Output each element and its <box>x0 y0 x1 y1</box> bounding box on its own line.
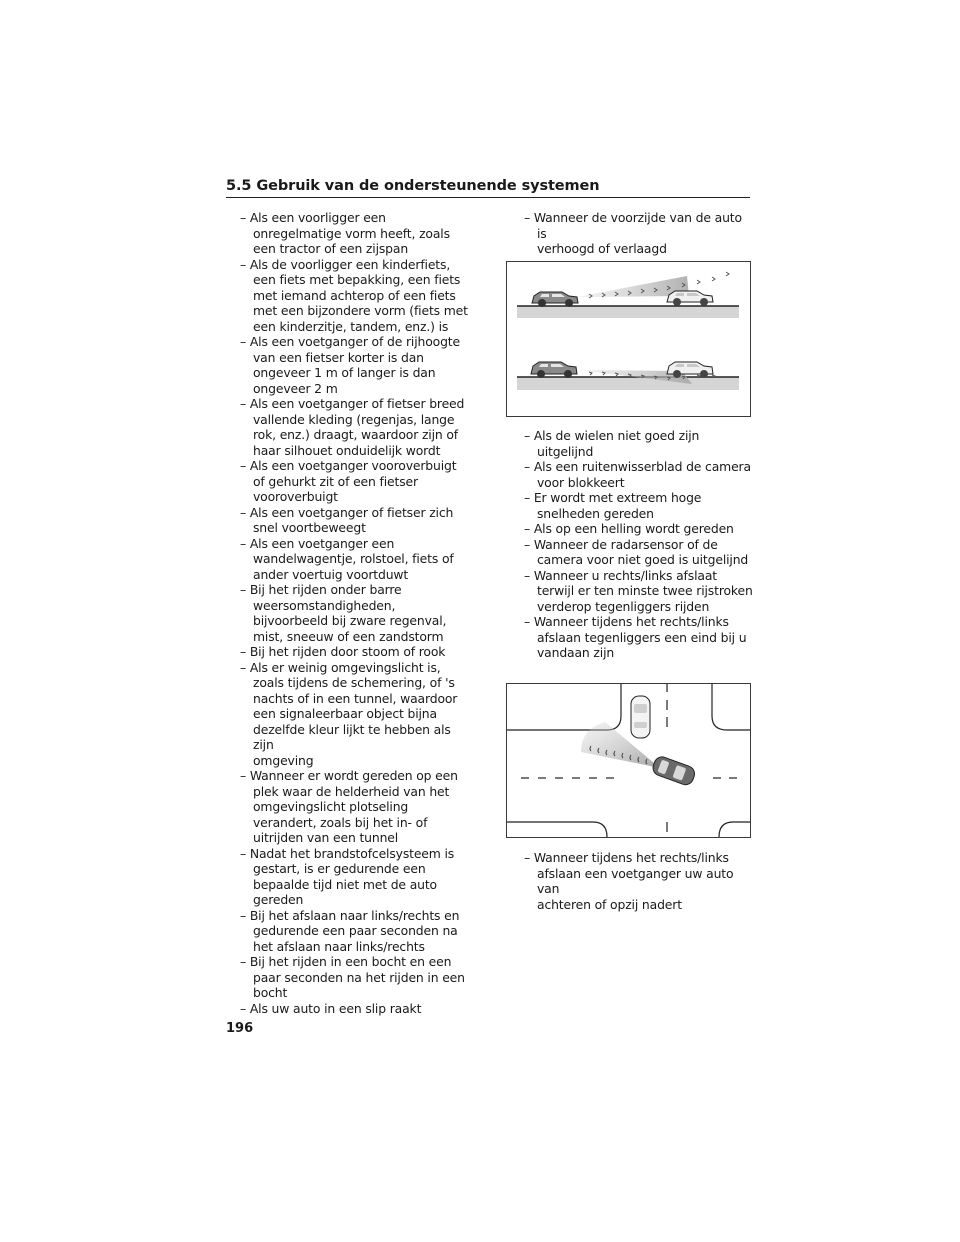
list-item: – Bij het rijden in een bocht en een paar seconden na het rijden in een bocht <box>240 954 465 1000</box>
intersection-turn-illustration-icon <box>507 684 750 837</box>
car-sensor-angle-illustration-icon <box>507 262 750 416</box>
oncoming-car <box>631 696 650 738</box>
list-item: – Wanneer de voorzijde van de auto is verhoogd of verlaagd <box>524 210 742 256</box>
right-column-bottom <box>524 850 754 912</box>
list-item: – Als een voetganger vooroverbuigt of gehurkt zit of een fietser vooroverbuigt <box>240 458 457 504</box>
list-item: – Bij het afslaan naar links/rechts en gedurende een paar seconden na het afslaan naar links/rechts <box>240 907 460 954</box>
own-car <box>651 755 697 787</box>
list-item: – Als een voetganger of fietser zich snel voortbeweegt <box>240 504 454 535</box>
list-item: – Als op een helling wordt gereden <box>524 521 734 536</box>
right-list-bottom <box>524 850 754 912</box>
sensor-angle-figure <box>506 261 751 417</box>
section-header <box>226 178 750 198</box>
list-item: – Wanneer tijdens het rechts/links afslaan een voetganger uw auto van achteren of opzij nadert <box>524 850 734 912</box>
list-item: – Als er weinig omgevingslicht is, zoals tijdens de schemering, of 's nachts of in een tunnel, waardoor een signaleerbaar object bijna dezelfde kleur lijkt te hebben als zijn omgeving <box>240 659 458 768</box>
right-column-top <box>524 210 754 257</box>
intersection-figure <box>506 683 751 838</box>
left-column <box>240 210 472 1016</box>
car-top-left <box>532 292 578 307</box>
car-top-right <box>667 291 713 306</box>
list-item: – Als een voetganger een wandelwagentje, rolstoel, fiets of ander voertuig voortduwt <box>240 535 454 582</box>
page-number: 196 <box>226 1021 254 1036</box>
right-list-top <box>524 210 754 257</box>
list-item: – Als een voetganger of de rijhoogte van een fietser korter is dan ongeveer 1 m of langer is dan ongeveer 2 m <box>240 334 460 396</box>
list-item: – Wanneer u rechts/links afslaat terwijl er ten minste twee rijstroken verderop tegenliggers rijden <box>524 567 753 614</box>
list-item: – Wanneer de radarsensor of de camera voor niet goed is uitgelijnd <box>524 536 749 567</box>
list-item: – Als een voetganger of fietser breed vallende kleding (regenjas, lange rok, enz.) draagt, waardoor zijn of haar silhouet onduidelijk wordt <box>240 396 465 458</box>
list-item: – Nadat het brandstofcelsysteem is gestart, is er gedurende een bepaalde tijd niet met de auto gereden <box>240 845 455 907</box>
list-item: – Als uw auto in een slip raakt <box>240 1000 422 1016</box>
list-item: – Wanneer tijdens het rechts/links afslaan tegenliggers een eind bij u vandaan zijn <box>524 614 747 660</box>
right-column-middle <box>524 428 754 661</box>
left-list <box>240 210 472 1016</box>
list-item: – Als een voorligger een onregelmatige vorm heeft, zoals een tractor of een zijspan <box>240 210 450 256</box>
list-item: – Er wordt met extreem hoge snelheden gereden <box>524 490 702 521</box>
list-item: – Als de wielen niet goed zijn uitgelijnd <box>524 428 700 459</box>
list-item: – Als de voorligger een kinderfiets, een fiets met bepakking, een fiets met iemand achterop of een fiets met een bijzondere vorm (fiets met een kinderzitje, tandem, enz.) is <box>240 256 468 334</box>
car-bottom-left <box>531 362 577 378</box>
right-list-middle <box>524 428 754 661</box>
section-title: 5.5 Gebruik van de ondersteunende systemen <box>226 178 600 194</box>
list-item: – Als een ruitenwisserblad de camera voor blokkeert <box>524 459 751 490</box>
list-item: – Wanneer er wordt gereden op een plek waar de helderheid van het omgevingslicht plotseling verandert, zoals bij het in- of uitrijden van een tunnel <box>240 768 458 845</box>
car-bottom-right <box>667 362 713 378</box>
list-item: – Bij het rijden door stoom of rook <box>240 644 446 659</box>
list-item: – Bij het rijden onder barre weersomstandigheden, bijvoorbeeld bij zware regenval, mist, sneeuw of een zandstorm <box>240 582 447 644</box>
